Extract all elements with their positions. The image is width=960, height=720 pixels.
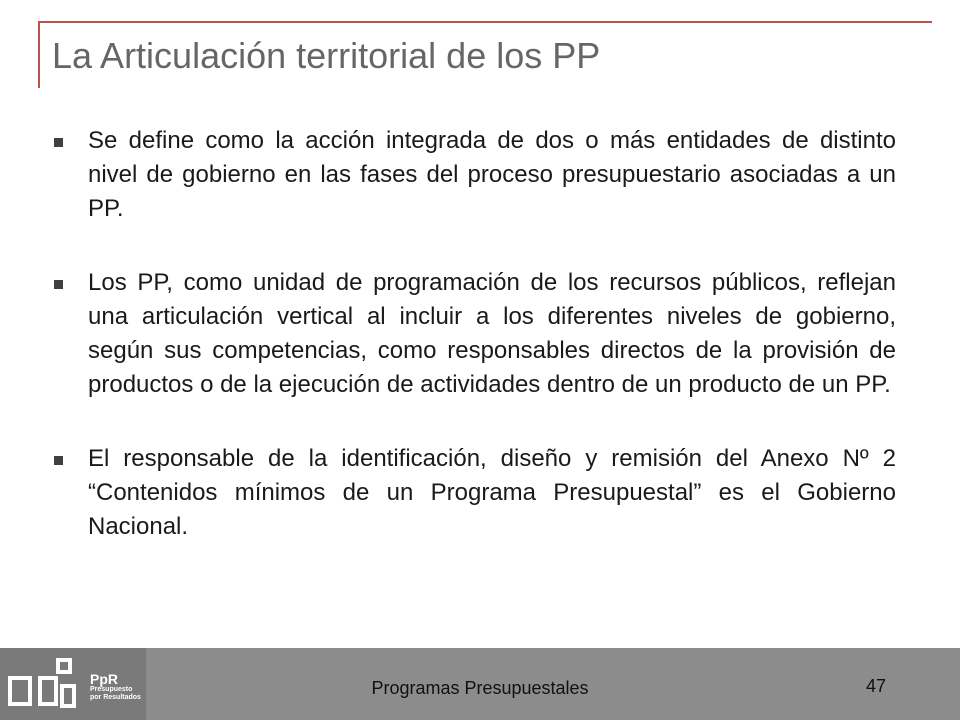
logo-line-1: Presupuesto xyxy=(90,686,133,693)
square-bullet-icon xyxy=(54,138,63,147)
bullet-text: El responsable de la identificación, diseño y remisión del Anexo Nº 2 “Contenidos mínimos de un Programa Presupuestal” es el Gobierno Nacional. xyxy=(88,445,896,540)
bullet-item xyxy=(54,124,896,226)
logo-title: PpR xyxy=(90,671,118,687)
logo-line-2: por Resultados xyxy=(90,694,141,701)
logo-square-icon xyxy=(56,658,72,674)
bullet-text: Los PP, como unidad de programación de los recursos públicos, reflejan una articulación vertical al incluir a los diferentes niveles de gobierno, según sus competencias, como responsables directos de la provisión de productos o de la ejecución de actividades dentro de un producto de un PP. xyxy=(88,269,896,398)
bullet-list xyxy=(54,124,896,544)
bullet-item xyxy=(54,266,896,402)
title-accent-bar xyxy=(38,21,40,88)
square-bullet-icon xyxy=(54,456,63,465)
bullet-item xyxy=(54,442,896,544)
footer-text: Programas Presupuestales xyxy=(371,678,589,698)
title-accent-line xyxy=(38,21,932,23)
bullet-text: Se define como la acción integrada de dos o más entidades de distinto nivel de gobierno en las fases del proceso presupuestario asociadas a un PP. xyxy=(88,127,896,222)
page-number: 47 xyxy=(866,676,887,696)
slide-title: La Articulación territorial de los PP xyxy=(52,35,601,76)
slide-footer xyxy=(0,648,960,720)
square-bullet-icon xyxy=(54,280,63,289)
